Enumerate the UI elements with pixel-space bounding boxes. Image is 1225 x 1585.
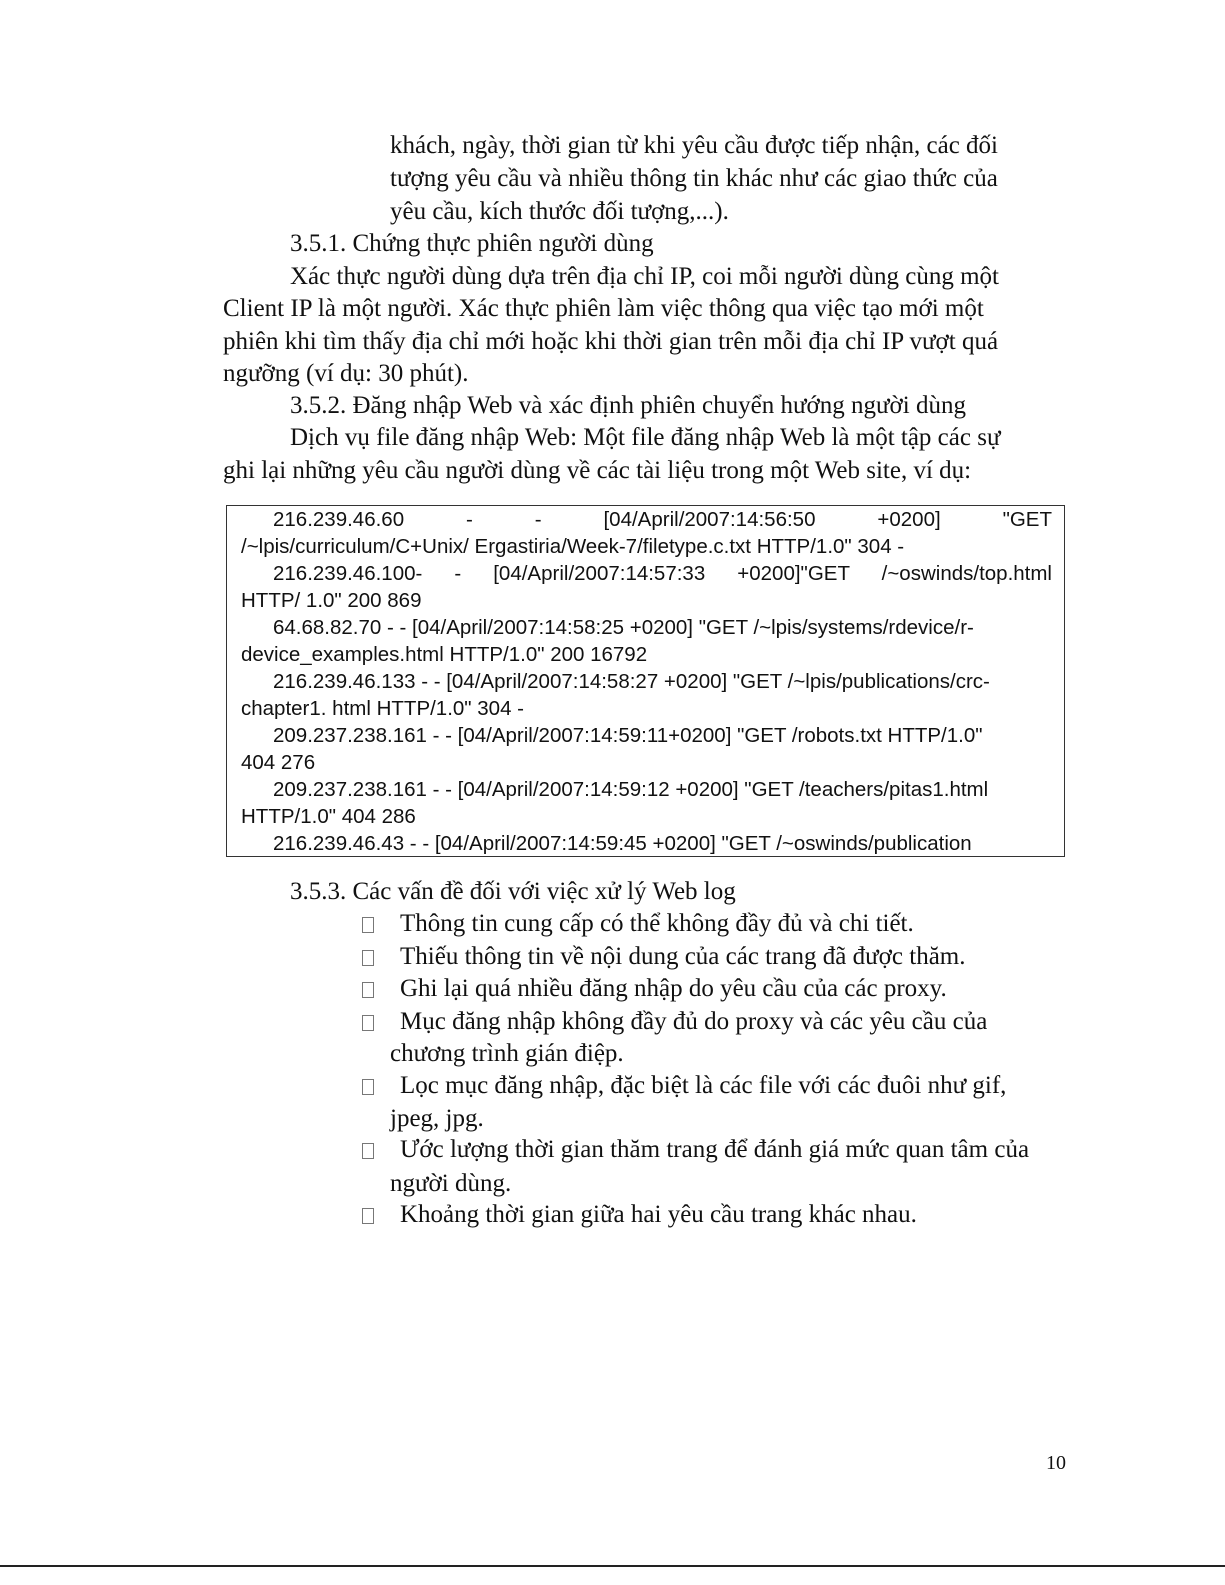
- log-line: 216.239.46.133 - - [04/April/2007:14:58:27 +0200] "GET /~lpis/publications/crc-: [273, 670, 990, 693]
- section-353-heading: 3.5.3. Các vấn đề đối với việc xử lý Web log: [290, 878, 736, 905]
- log-line: 209.237.238.161 - - [04/April/2007:14:59:11+0200] "GET /robots.txt HTTP/1.0": [273, 724, 983, 747]
- paragraph-line: Client IP là một người. Xác thực phiên làm việc thông qua việc tạo mới một: [223, 295, 984, 322]
- intro-line: khách, ngày, thời gian từ khi yêu cầu được tiếp nhận, các đối: [390, 132, 998, 159]
- bullet-item: Khoảng thời gian giữa hai yêu cầu trang khác nhau.: [400, 1201, 917, 1228]
- log-line: HTTP/1.0" 404 286: [241, 805, 416, 828]
- bottom-rule: [0, 1565, 1225, 1567]
- page-number: 10: [1046, 1452, 1066, 1474]
- bullet-item: Thiếu thông tin về nội dung của các trang đã được thăm.: [400, 943, 966, 970]
- section-351-heading: 3.5.1. Chứng thực phiên người dùng: [290, 230, 654, 257]
- paragraph-line: Dịch vụ file đăng nhập Web: Một file đăng nhập Web là một tập các sự: [290, 424, 1001, 451]
- bullet-item: Lọc mục đăng nhập, đặc biệt là các file với các đuôi như gif,: [400, 1072, 1007, 1099]
- paragraph-line: ghi lại những yêu cầu người dùng về các tài liệu trong một Web site, ví dụ:: [223, 457, 972, 484]
- log-line: chapter1. html HTTP/1.0" 304 -: [241, 697, 525, 720]
- log-line: device_examples.html HTTP/1.0" 200 16792: [241, 643, 648, 666]
- log-line: HTTP/ 1.0" 200 869: [241, 589, 422, 612]
- bullet-box-icon: [362, 1208, 374, 1224]
- bullet-box-icon: [362, 950, 374, 966]
- log-line: 64.68.82.70 - - [04/April/2007:14:58:25 +0200] "GET /~lpis/systems/rdevice/r-: [273, 616, 974, 639]
- paragraph-line: phiên khi tìm thấy địa chỉ mới hoặc khi thời gian trên mỗi địa chỉ IP vượt quá: [223, 328, 999, 355]
- intro-line: tượng yêu cầu và nhiều thông tin khác như các giao thức của: [390, 165, 998, 192]
- paragraph-line: ngưỡng (ví dụ: 30 phút).: [223, 360, 469, 387]
- paragraph-line: Xác thực người dùng dựa trên địa chỉ IP, coi mỗi người dùng cùng một: [290, 263, 999, 290]
- log-line: 216.239.46.60 - - [04/April/2007:14:56:50 +0200] "GET: [273, 508, 1052, 531]
- bullet-item-continuation: chương trình gián điệp.: [390, 1040, 624, 1067]
- bullet-box-icon: [362, 1015, 374, 1031]
- log-line: 216.239.46.43 - - [04/April/2007:14:59:45 +0200] "GET /~oswinds/publication: [273, 832, 972, 855]
- bullet-box-icon: [362, 1079, 374, 1095]
- log-line: 216.239.46.100- - [04/April/2007:14:57:33 +0200]"GET /~oswinds/top.html: [273, 562, 1052, 585]
- intro-line: yêu cầu, kích thước đối tượng,...).: [390, 198, 729, 225]
- web-log-example-box: [226, 505, 1065, 857]
- bullet-box-icon: [362, 982, 374, 998]
- log-line: /~lpis/curriculum/C+Unix/ Ergastiria/Week-7/filetype.c.txt HTTP/1.0" 304 -: [241, 535, 905, 558]
- log-line: 404 276: [241, 751, 316, 774]
- bullet-item: Ghi lại quá nhiều đăng nhập do yêu cầu của các proxy.: [400, 975, 947, 1002]
- bullet-box-icon: [362, 917, 374, 933]
- bullet-item: Thông tin cung cấp có thể không đầy đủ và chi tiết.: [400, 910, 914, 937]
- bullet-item: Ước lượng thời gian thăm trang để đánh giá mức quan tâm của: [400, 1136, 1030, 1163]
- log-line: 209.237.238.161 - - [04/April/2007:14:59:12 +0200] "GET /teachers/pitas1.html: [273, 778, 989, 801]
- section-352-heading: 3.5.2. Đăng nhập Web và xác định phiên chuyển hướng người dùng: [290, 392, 966, 419]
- bullet-item-continuation: jpeg, jpg.: [390, 1105, 484, 1132]
- bullet-item: Mục đăng nhập không đầy đủ do proxy và các yêu cầu của: [400, 1008, 988, 1035]
- bullet-item-continuation: người dùng.: [390, 1170, 512, 1197]
- bullet-box-icon: [362, 1143, 374, 1159]
